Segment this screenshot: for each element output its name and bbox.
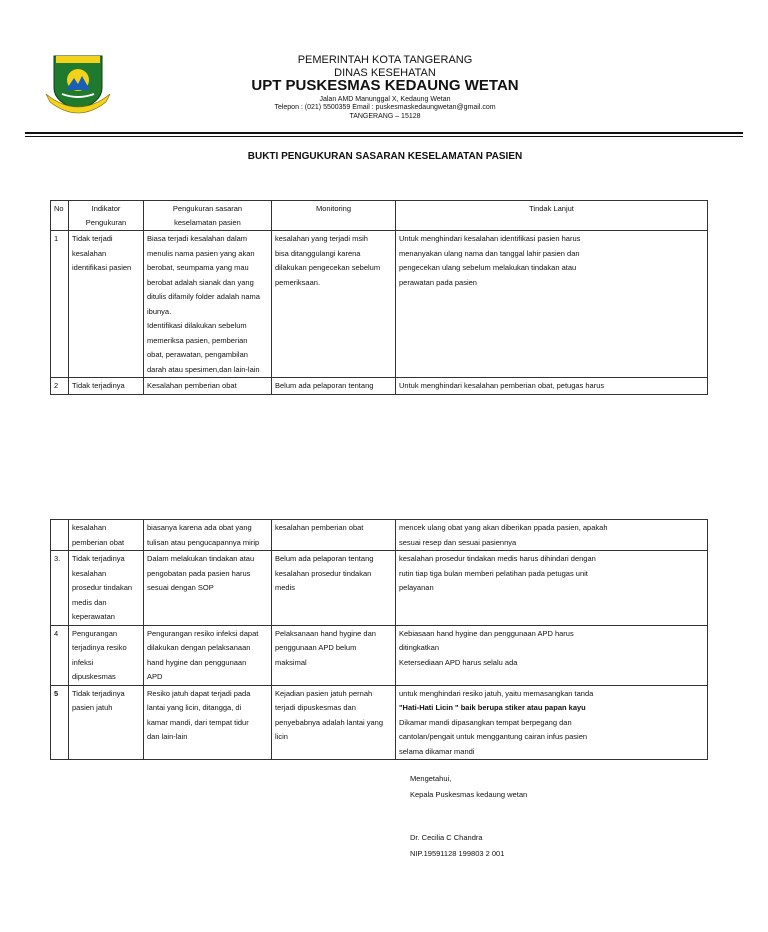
header-tindak-label: Tindak Lanjut [529, 204, 574, 213]
row-monitoring: kesalahan yang terjadi msih bisa ditanggulangi karena dilakukan pengecekan sebelum pemeriksaan. [272, 231, 396, 378]
row-monitoring: kesalahan pemberian obat [272, 520, 396, 551]
kop-government: PEMERINTAH KOTA TANGERANG [297, 54, 473, 66]
row-indikator: Pengurangan terjadinya resiko infeksi dipuskesmas [69, 625, 144, 685]
row-tindak-lanjut: kesalahan prosedur tindakan medis harus dihindari dengan rutin tiap tiga bulan memberi pelatihan pada petugas unit pelayanan [396, 551, 708, 626]
header-no-label: No [54, 204, 64, 213]
letterhead-divider-thin [25, 136, 743, 137]
row-pengukuran: Biasa terjadi kesalahan dalam menulis nama pasien yang akan berobat, seumpama yang mau berobat adalah sianak dan yang ditulis difamily folder adalah nama ibunya. Identifikasi dilakukan sebelum memeriksa pasien, pemberian obat, perawatan, pengambilan darah atau spesimen,dan lain-lain [144, 231, 272, 378]
row-indikator: kesalahan pemberian obat [69, 520, 144, 551]
row-pengukuran: Dalam melakukan tindakan atau pengobatan pada pasien harus sesuai dengan SOP [144, 551, 272, 626]
table-row [51, 685, 708, 760]
measurement-table-part1 [50, 200, 708, 395]
header-indikator [69, 201, 144, 231]
table-row [51, 625, 708, 685]
row-tindak-lanjut: mencek ulang obat yang akan diberikan ppada pasien, apakah sesuai resep dan sesuai pasiennya [396, 520, 708, 551]
row-tindak-lanjut: Kebiasaan hand hygine dan penggunaan APD harus ditingkatkan Ketersediaan APD harus selalu ada [396, 625, 708, 685]
row-indikator: Tidak terjadinya pasien jatuh [69, 685, 144, 760]
row-indikator: Tidak terjadi kesalahan identifikasi pasien [69, 231, 144, 378]
letterhead-divider [25, 132, 743, 134]
row-no: 5 [51, 685, 69, 760]
signature-position: Kepala Puskesmas kedaung wetan [410, 790, 528, 799]
row-monitoring: Pelaksanaan hand hygine dan penggunaan APD belum maksimal [272, 625, 396, 685]
row-indikator: Tidak terjadinya kesalahan prosedur tindakan medis dan keperawatan [69, 551, 144, 626]
row-monitoring: Belum ada pelaporan tentang [272, 378, 396, 395]
row-tindak-lanjut: Untuk menghindari kesalahan identifikasi pasien harus menanyakan ulang nama dan tanggal lahir pasien dan pengecekan ulang sebelum melakukan tindakan atau perawatan pada pasien [396, 231, 708, 378]
row-pengukuran: biasanya karena ada obat yang tulisan atau pengucapannya mirip [144, 520, 272, 551]
table-header-row [51, 201, 708, 231]
table-row [51, 520, 708, 551]
measurement-table-part2 [50, 519, 708, 760]
table-row [51, 551, 708, 626]
city-emblem-logo [44, 50, 112, 116]
header-indikator-label: Indikator Pengukuran [85, 204, 127, 227]
signature-name: Dr. Cecilia C Chandra [410, 833, 483, 842]
header-pengukuran [144, 201, 272, 231]
warning-sign-note: "Hati-Hati Licin " baik berupa stiker atau papan kayu [399, 703, 586, 712]
document-title: BUKTI PENGUKURAN SASARAN KESELAMATAN PASIEN [247, 151, 523, 162]
row-monitoring: Belum ada pelaporan tentang kesalahan prosedur tindakan medis [272, 551, 396, 626]
row-tindak-lanjut: Untuk menghindari kesalahan pemberian obat, petugas harus [396, 378, 708, 395]
row-indikator: Tidak terjadinya [69, 378, 144, 395]
row-no: 4 [51, 625, 69, 685]
row-pengukuran: Kesalahan pemberian obat [144, 378, 272, 395]
table-row [51, 378, 708, 395]
table-row [51, 231, 708, 378]
tindak-line: Dikamar mandi dipasangkan tempat berpegang dan cantolan/pengait untuk menggantung cairan infus pasien selama dikamar mandi [399, 717, 588, 756]
signature-acknowledged: Mengetahui, [410, 774, 452, 783]
row-no: 3. [51, 551, 69, 626]
kop-city: TANGERANG – 15128 [349, 113, 421, 120]
row-no [51, 520, 69, 551]
row-pengukuran: Pengurangan resiko infeksi dapat dilakukan dengan pelaksanaan hand hygine dan penggunaan APD [144, 625, 272, 685]
row-tindak-lanjut [396, 685, 708, 760]
kop-institution: UPT PUSKESMAS KEDAUNG WETAN [251, 77, 519, 94]
header-tindak-lanjut [396, 201, 708, 231]
signature-nip: NIP.19591128 199803 2 001 [410, 849, 505, 858]
header-no [51, 201, 69, 231]
row-no: 2 [51, 378, 69, 395]
row-monitoring: Kejadian pasien jatuh pernah terjadi dipuskesmas dan penyebabnya adalah lantai yang licin [272, 685, 396, 760]
header-pengukuran-label: Pengukuran sasaran keselamatan pasien [172, 204, 243, 227]
kop-contact: Telepon : (021) 5500359 Email : puskesmaskedaungwetan@gmail.com [274, 104, 496, 111]
header-monitoring [272, 201, 396, 231]
tindak-line: untuk menghindari resiko jatuh, yaitu memasangkan tanda [399, 688, 594, 698]
kop-department: DINAS KESEHATAN [334, 67, 436, 79]
header-monitoring-label: Monitoring [315, 204, 352, 213]
row-no: 1 [51, 231, 69, 378]
kop-address: Jalan AMD Manunggal X, Kedaung Wetan [319, 96, 451, 103]
row-pengukuran: Resiko jatuh dapat terjadi pada lantai yang licin, ditangga, di kamar mandi, dari tempat tidur dan lain-lain [144, 685, 272, 760]
